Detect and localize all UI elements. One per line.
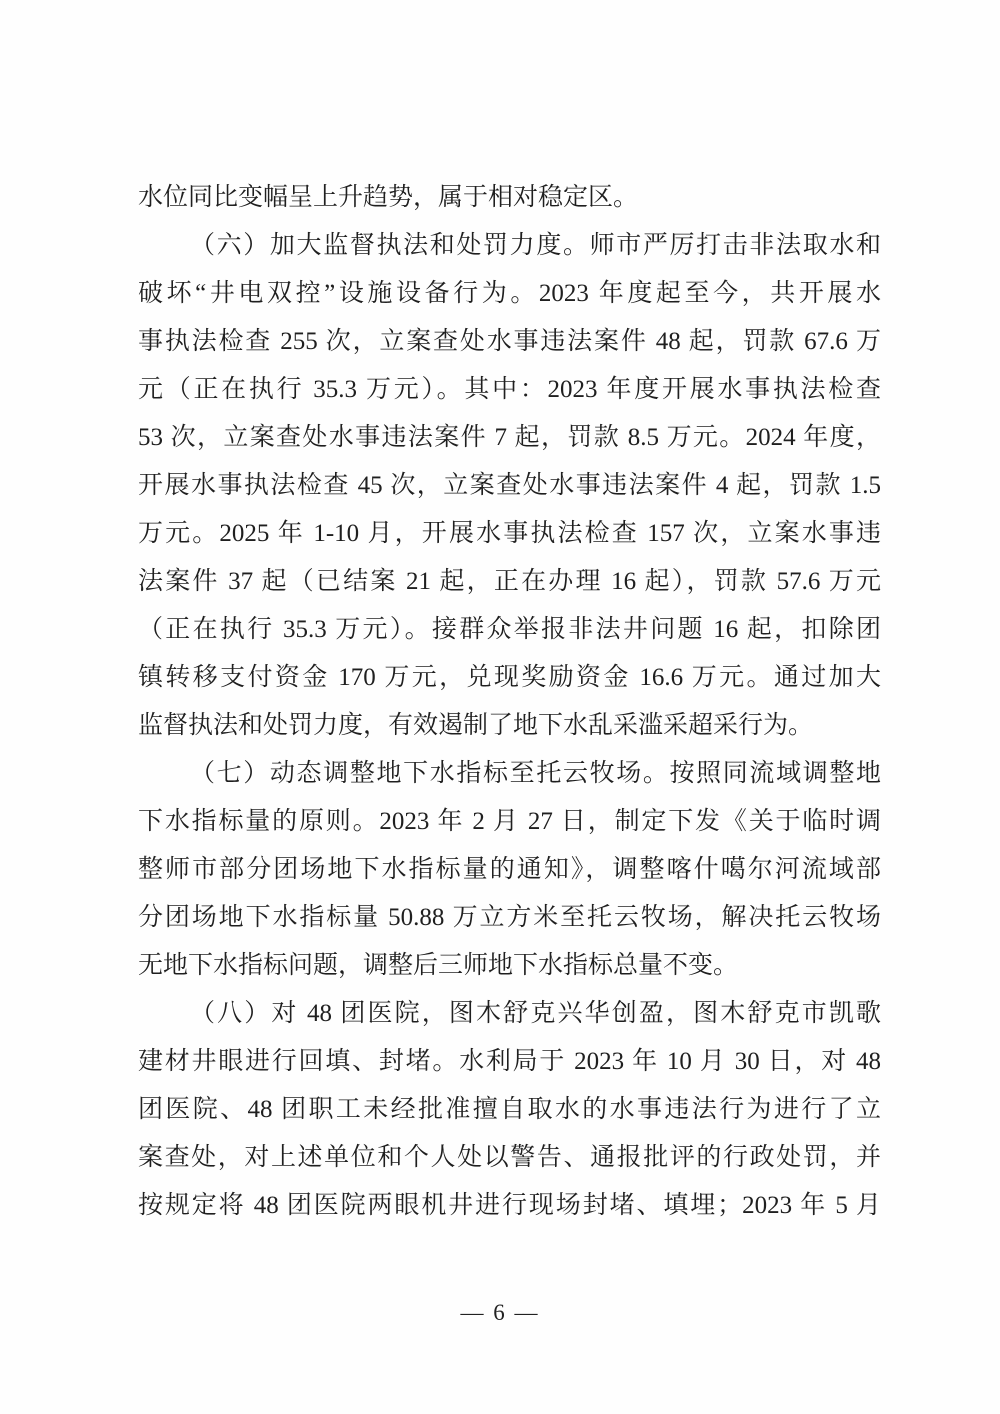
text-line: 案查处，对上述单位和个人处以警告、通报批评的行政处罚，并 — [138, 1144, 881, 1171]
page-number: — 6 — — [460, 1300, 540, 1325]
text-line: 开展水事执法检查 45 次，立案查处水事违法案件 4 起，罚款 1.5 — [138, 472, 881, 499]
text-line: 建材井眼进行回填、封堵。水利局于 2023 年 10 月 30 日，对 48 — [138, 1048, 881, 1075]
text-line: 事执法检查 255 次，立案查处水事违法案件 48 起，罚款 67.6 万 — [138, 328, 881, 355]
text-line: （八）对 48 团医院，图木舒克兴华创盈，图木舒克市凯歌 — [190, 1000, 881, 1027]
text-line: 团医院、48 团职工未经批准擅自取水的水事违法行为进行了立 — [138, 1096, 881, 1123]
text-line: （七）动态调整地下水指标至托云牧场。按照同流域调整地 — [190, 760, 881, 787]
text-line: （正在执行 35.3 万元）。接群众举报非法井问题 16 起，扣除团 — [138, 616, 881, 643]
text-line: 万元。2025 年 1-10 月，开展水事执法检查 157 次，立案水事违 — [138, 520, 881, 547]
text-line: 分团场地下水指标量 50.88 万立方米至托云牧场，解决托云牧场 — [138, 904, 881, 931]
text-line: 整师市部分团场地下水指标量的通知》，调整喀什噶尔河流域部 — [138, 856, 881, 883]
text-line: 下水指标量的原则。2023 年 2 月 27 日，制定下发《关于临时调 — [138, 808, 881, 835]
text-line: 元（正在执行 35.3 万元）。其中：2023 年度开展水事执法检查 — [138, 376, 881, 403]
text-line: 水位同比变幅呈上升趋势，属于相对稳定区。 — [138, 184, 639, 211]
text-line: 镇转移支付资金 170 万元，兑现奖励资金 16.6 万元。通过加大 — [138, 664, 881, 691]
text-line: 监督执法和处罚力度，有效遏制了地下水乱采滥采超采行为。 — [138, 712, 814, 739]
text-line: 无地下水指标问题，调整后三师地下水指标总量不变。 — [138, 952, 739, 979]
document-body — [138, 174, 881, 1230]
text-line: （六）加大监督执法和处罚力度。师市严厉打击非法取水和 — [190, 232, 881, 259]
text-line: 53 次，立案查处水事违法案件 7 起，罚款 8.5 万元。2024 年度， — [138, 424, 881, 451]
text-line: 破坏“井电双控”设施设备行为。2023 年度起至今，共开展水 — [138, 280, 881, 307]
text-line: 按规定将 48 团医院两眼机井进行现场封堵、填埋；2023 年 5 月 — [138, 1192, 881, 1219]
text-line: 法案件 37 起（已结案 21 起，正在办理 16 起），罚款 57.6 万元 — [138, 568, 881, 595]
